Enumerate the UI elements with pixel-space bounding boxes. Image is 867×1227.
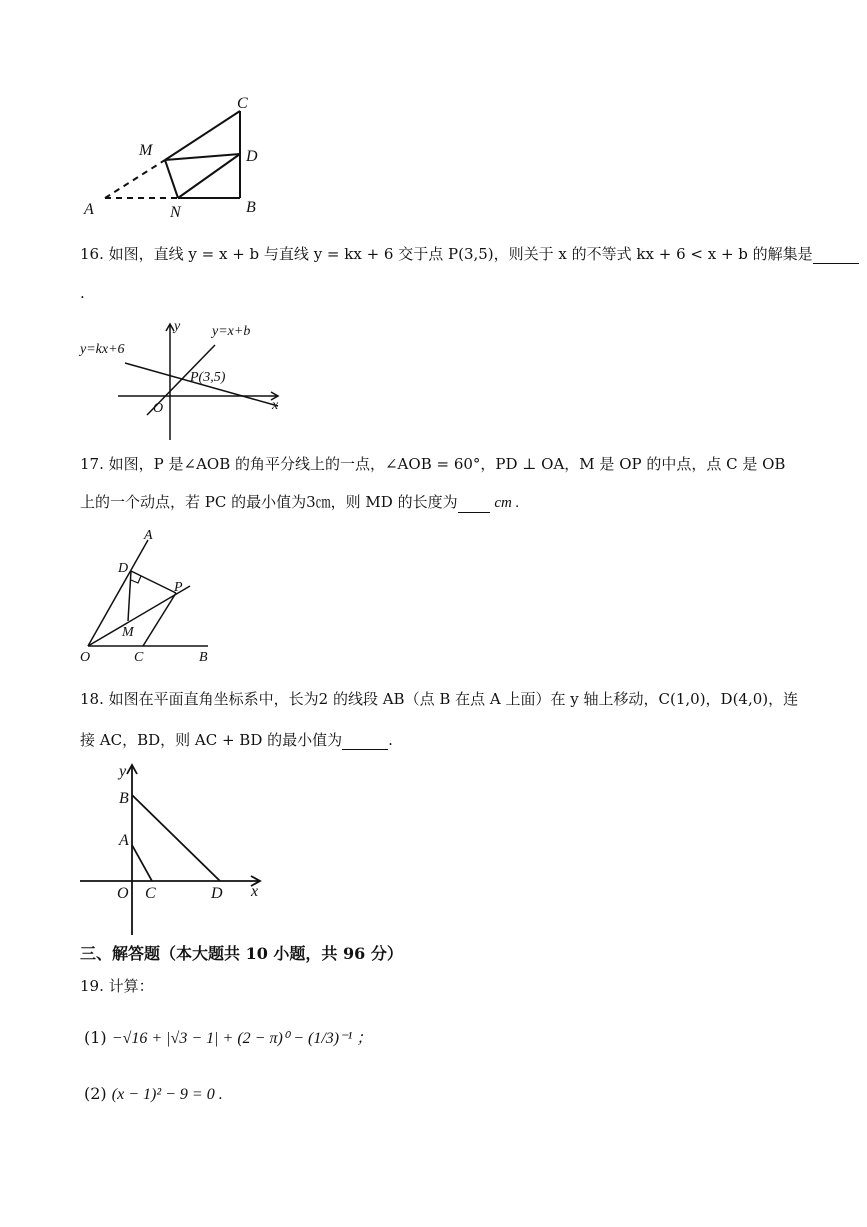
fig18-label-x: x	[251, 883, 259, 900]
fig18-label-y: y	[119, 763, 127, 780]
q19-part1-number: (1)	[84, 1028, 107, 1047]
q19-label: 计算：	[108, 977, 154, 995]
fig17-label-C: C	[134, 650, 144, 665]
fig18-label-C: C	[145, 885, 156, 902]
fig17-label-P: P	[174, 580, 183, 595]
fig16-y-axis-label: y	[174, 319, 181, 334]
section-3-heading: 三、解答题（本大题共 10 小题，共 96 分）	[80, 944, 403, 963]
fig16-line1-label: y=kx+6	[80, 342, 125, 357]
q16-body: 如图，直线 y = x + b 与直线 y = kx + 6 交于点 P(3,5)，则关于 x 的不等式 kx + 6 < x + b 的解集是	[108, 245, 813, 263]
fig17-label-A: A	[144, 528, 153, 543]
q19-part2-number: (2)	[84, 1084, 107, 1103]
q18-tail: .	[388, 731, 393, 749]
fig16-origin-label: O	[153, 401, 164, 416]
q16-number: 16.	[80, 245, 104, 263]
q18-number: 18.	[80, 690, 104, 708]
fig15-label-D: D	[246, 148, 258, 165]
q19-header	[80, 976, 154, 996]
fig18-label-D: D	[211, 885, 223, 902]
fig17-label-D: D	[118, 561, 129, 576]
q16-tail: .	[80, 284, 85, 302]
fig16-x-axis-label: x	[272, 398, 279, 413]
q18-body-line2: 接 AC，BD，则 AC + BD 的最小值为	[80, 731, 343, 749]
fig16-point-label: P(3,5)	[190, 370, 226, 385]
fig17-label-M: M	[122, 625, 134, 640]
q18-body-line1: 如图在平面直角坐标系中，长为2 的线段 AB（点 B 在点 A 上面）在 y 轴上移动，C(1,0)，D(4,0)，连	[108, 690, 799, 708]
q17-unit: cm .	[494, 495, 520, 511]
fig18-label-O: O	[117, 885, 129, 902]
q17-body-line2: 上的一个动点，若 PC 的最小值为3㎝，则 MD 的长度为	[80, 493, 458, 511]
q19-part2-expression: (x − 1)² − 9 = 0 .	[111, 1086, 223, 1103]
fig15-label-N: N	[170, 204, 181, 221]
q17-number: 17.	[80, 455, 104, 473]
q19-part1-expression: −√16 + |√3 − 1| + (2 − π)⁰ − (1/3)⁻¹ ；	[111, 1030, 373, 1047]
q19-part2	[84, 1084, 223, 1105]
fig15-label-C: C	[237, 95, 248, 112]
fig17-label-O: O	[80, 650, 91, 665]
fig17-label-B: B	[199, 650, 208, 665]
fig15-label-B: B	[246, 199, 256, 216]
q17-body-line1: 如图，P 是∠AOB 的角平分线上的一点，∠AOB = 60°，PD ⊥ OA，M 是 OP 的中点，点 C 是 OB	[108, 455, 786, 473]
fig18-label-B: B	[119, 790, 129, 807]
q19-number: 19.	[80, 977, 104, 995]
q19-part1	[84, 1028, 372, 1049]
fig15-label-A: A	[84, 201, 94, 218]
fig15-label-M: M	[139, 142, 153, 159]
fig16-line2-label: y=x+b	[212, 324, 251, 339]
fig18-label-A: A	[119, 832, 129, 849]
